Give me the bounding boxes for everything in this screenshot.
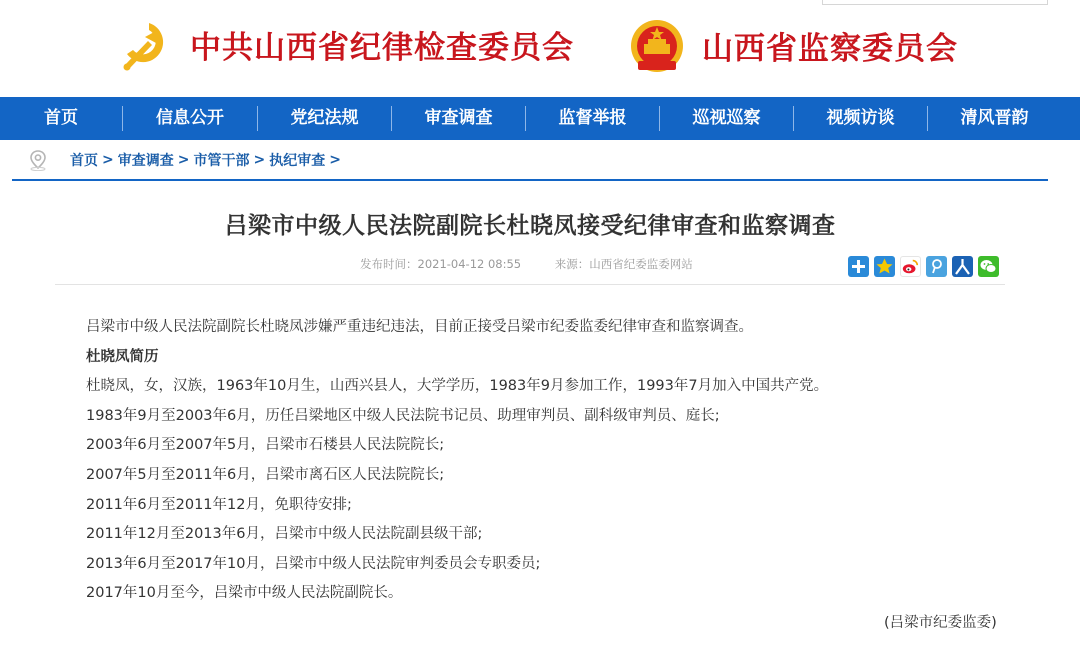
- nav-video-interview[interactable]: 视频访谈: [826, 108, 895, 128]
- article-signature: (吕梁市纪委监委): [884, 615, 997, 631]
- resume-heading: 杜晓凤简历: [86, 348, 159, 365]
- resume-item: 2011年6月至2011年12月，免职待安排;: [86, 496, 352, 513]
- breadcrumb-city-cadres[interactable]: 市管干部: [193, 153, 250, 169]
- tencent-weibo-icon[interactable]: [926, 256, 947, 277]
- state-brand[interactable]: [628, 17, 958, 77]
- resume-item: 2017年10月至今，吕梁市中级人民法院副院长。: [86, 585, 403, 602]
- breadcrumb-separator: >: [329, 152, 341, 168]
- nav-supervision-report[interactable]: 监督举报: [558, 108, 627, 128]
- breadcrumb: [28, 148, 345, 172]
- site-header: [0, 0, 1080, 97]
- weibo-icon[interactable]: [900, 256, 921, 277]
- nav-home[interactable]: 首页: [44, 108, 78, 128]
- share-bar: [848, 256, 1004, 277]
- resume-item: 2013年6月至2017年10月，吕梁市中级人民法院审判委员会专职委员;: [86, 555, 541, 572]
- breadcrumb-separator: >: [102, 152, 114, 168]
- nav-party-regulations[interactable]: 党纪法规: [290, 108, 359, 128]
- nav-review-investigation[interactable]: 审查调查: [424, 108, 493, 128]
- article-body: [86, 313, 1016, 609]
- main-nav: [0, 97, 1080, 140]
- share-plus-icon[interactable]: [848, 256, 869, 277]
- content-divider: [55, 284, 1005, 285]
- state-commission-title: 山西省监察委员会: [702, 30, 958, 67]
- breadcrumb-underline: [12, 179, 1048, 181]
- nav-clean-wind[interactable]: 清风晋韵: [960, 108, 1029, 128]
- nav-info-disclosure[interactable]: 信息公开: [156, 108, 224, 128]
- wechat-icon[interactable]: [978, 256, 999, 277]
- breadcrumb-home[interactable]: 首页: [70, 153, 98, 169]
- national-emblem-icon: [628, 17, 686, 77]
- article-source: 来源：山西省纪委监委网站: [554, 257, 693, 271]
- article-meta: [360, 256, 693, 272]
- resume-item: 2011年12月至2013年6月，吕梁市中级人民法院副县级干部;: [86, 526, 483, 543]
- nav-inspection-tour[interactable]: 巡视巡察: [692, 108, 761, 128]
- breadcrumb-discipline-review[interactable]: 执纪审查: [269, 153, 326, 169]
- breadcrumb-separator: >: [253, 152, 266, 168]
- resume-item: 2003年6月至2007年5月，吕梁市石楼县人民法院院长;: [86, 437, 445, 454]
- cpc-commission-title: 中共山西省纪律检查委员会: [190, 29, 574, 66]
- article-lead: 吕梁市中级人民法院副院长杜晓凤涉嫌严重违纪违法，目前正接受吕梁市纪委监委纪律审查和监察调查。: [86, 319, 753, 335]
- cpc-brand[interactable]: [118, 17, 574, 75]
- qzone-icon[interactable]: [874, 256, 895, 277]
- party-emblem-icon: [118, 17, 176, 75]
- renren-icon[interactable]: [952, 256, 973, 277]
- publish-time: 发布时间：2021-04-12 08:55: [360, 257, 522, 271]
- breadcrumb-review-investigation[interactable]: 审查调查: [117, 153, 174, 169]
- resume-intro: 杜晓凤，女，汉族，1963年10月生，山西兴县人，大学学历，1983年9月参加工作，1993年7月加入中国共产党。: [86, 378, 829, 395]
- location-pin-icon: [28, 149, 48, 171]
- resume-item: 2007年5月至2011年6月，吕梁市离石区人民法院院长;: [86, 466, 445, 483]
- breadcrumb-separator: >: [177, 152, 190, 168]
- article-title: 吕梁市中级人民法院副院长杜晓凤接受纪律审查和监察调查: [224, 213, 836, 239]
- resume-item: 1983年9月至2003年6月，历任吕梁地区中级人民法院书记员、助理审判员、副科级审判员、庭长;: [86, 407, 720, 424]
